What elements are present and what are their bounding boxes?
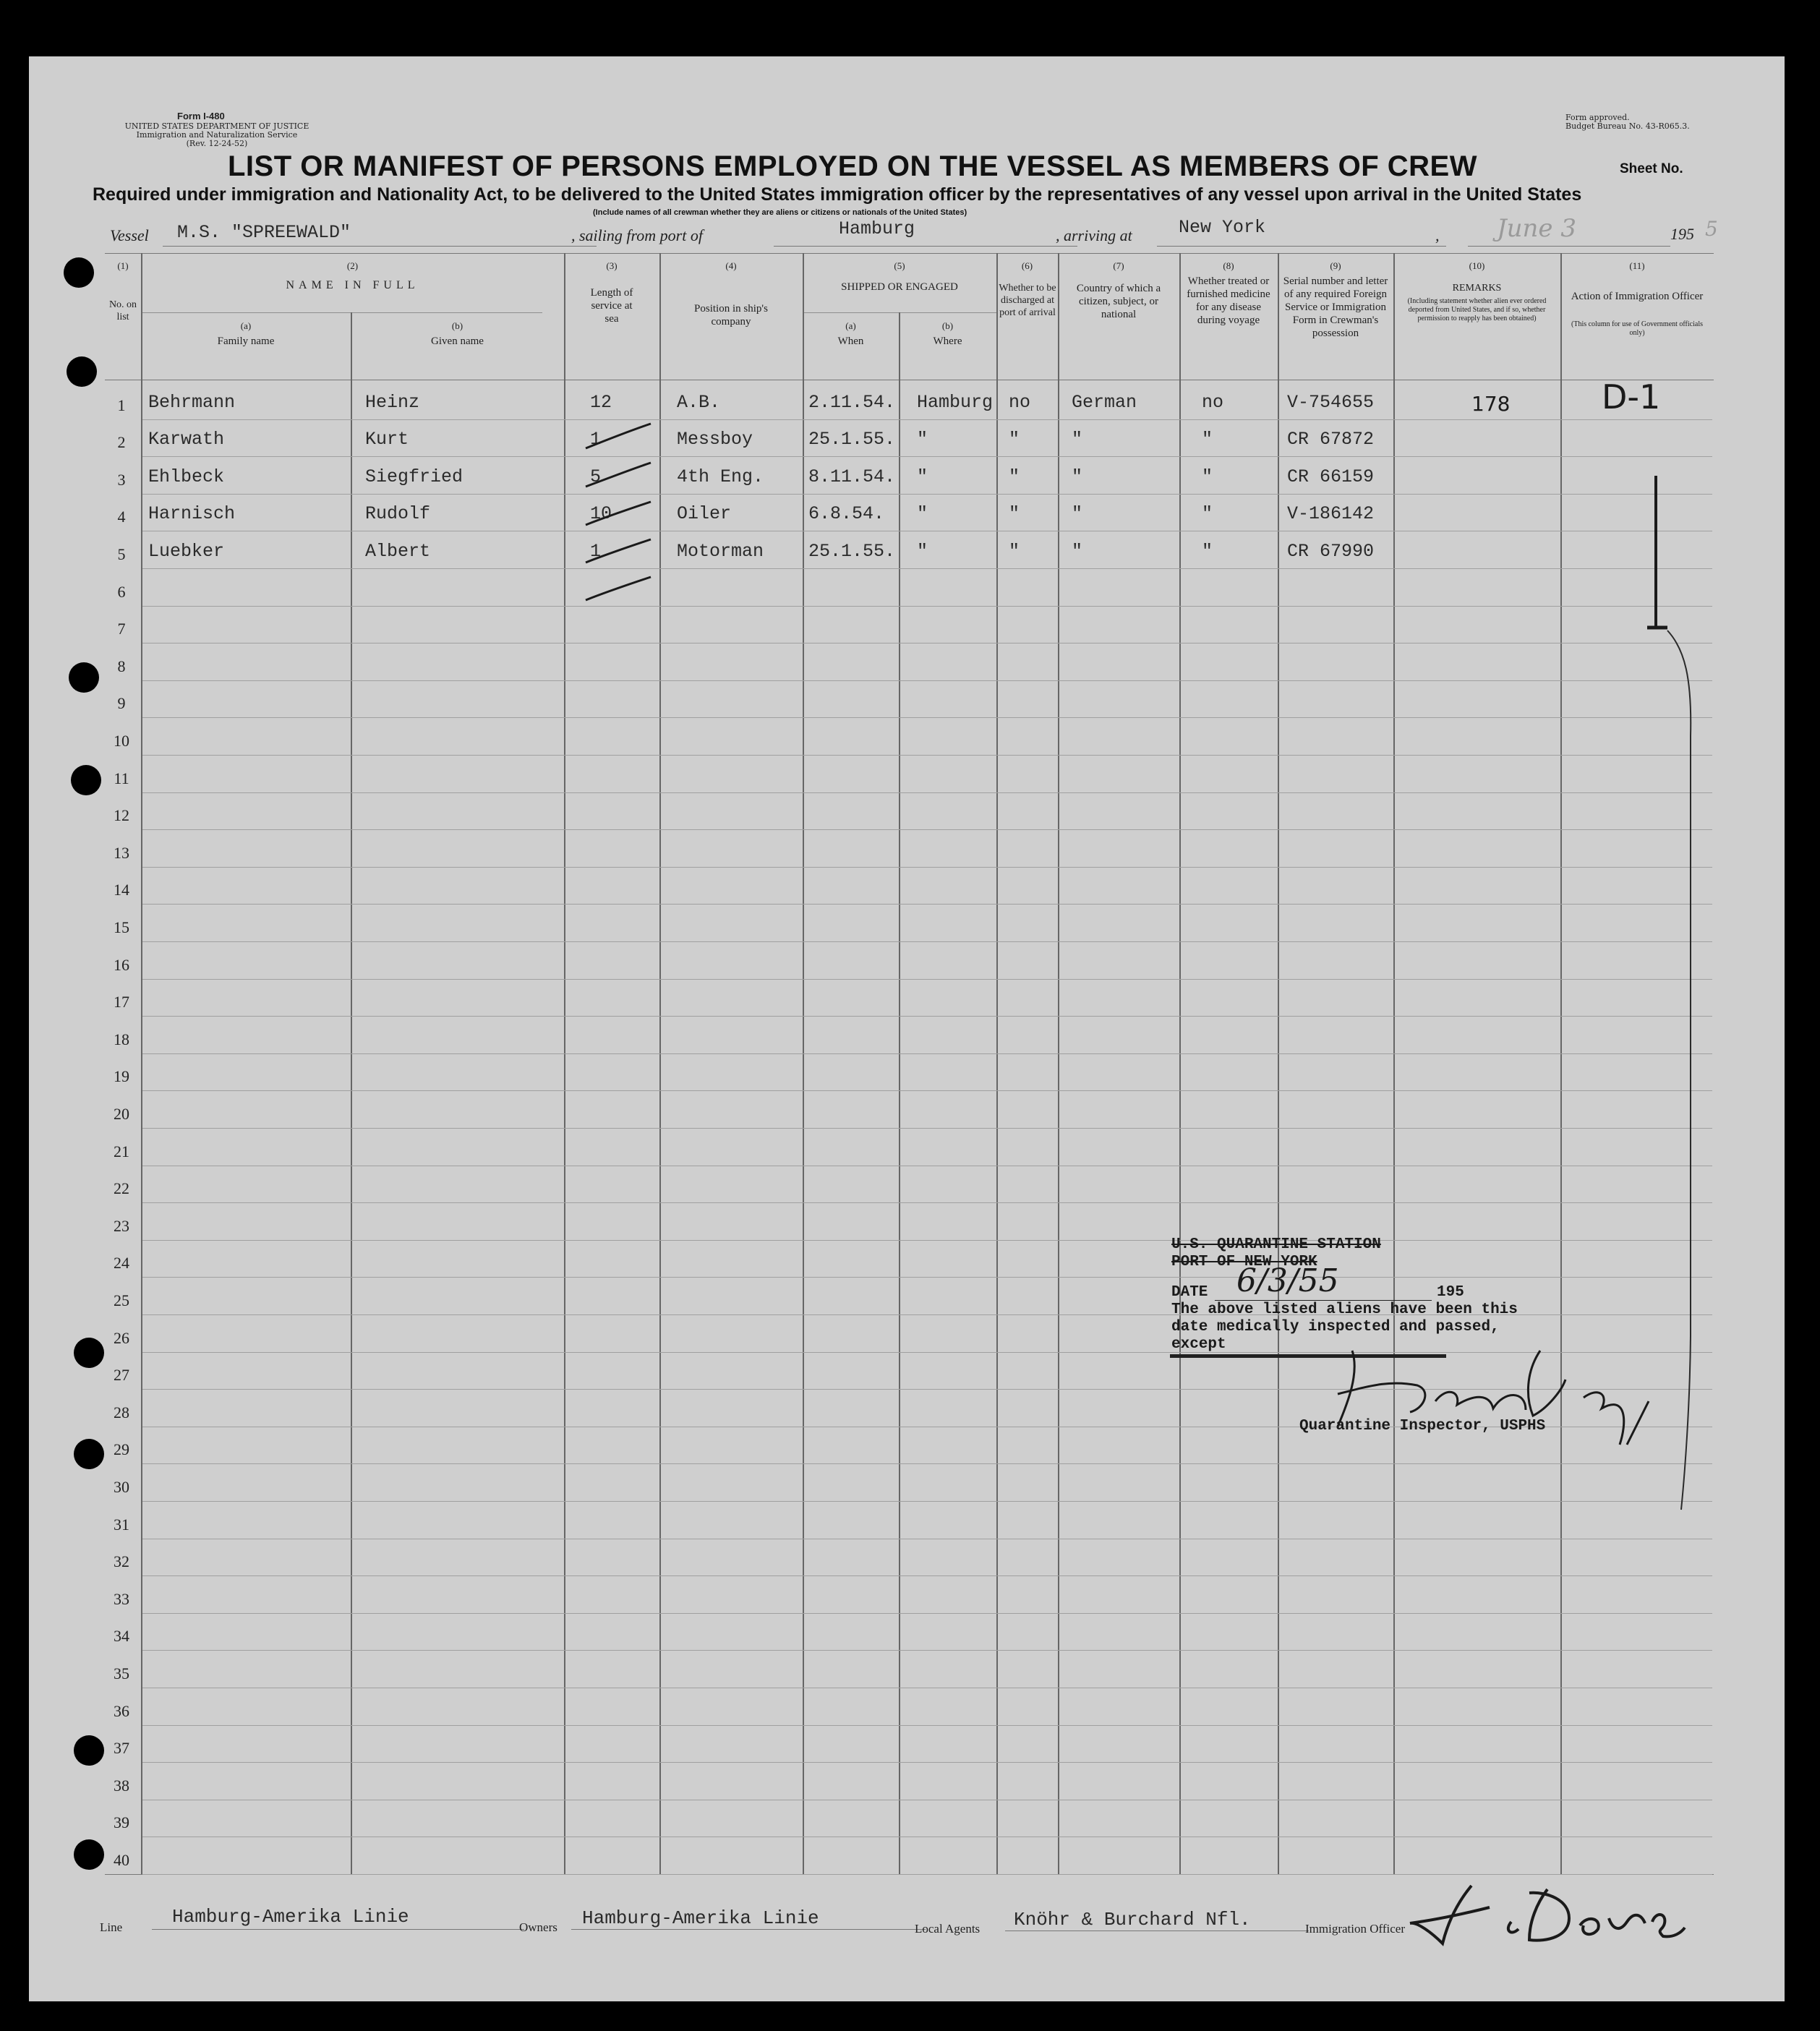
col11-header: Action of Immigration Officer: [1571, 291, 1704, 302]
row-number: 5: [117, 545, 126, 563]
stamp-line-5: date medically inspected and passed,: [1171, 1319, 1500, 1335]
col5b-header: Where: [933, 335, 962, 347]
cell-given: Heinz: [365, 392, 420, 413]
col10-header: REMARKS: [1452, 283, 1502, 294]
punch-hole: [64, 257, 94, 288]
row-line: [142, 717, 1712, 718]
officer-signature: [1403, 1878, 1721, 1951]
cell-service: 1: [590, 541, 602, 562]
cell-serial: V-754655: [1287, 392, 1375, 413]
col3-number: (3): [606, 260, 618, 271]
row-line: [142, 1650, 1712, 1651]
approval-line-2: Budget Bureau No. 43-R065.3.: [1565, 121, 1690, 131]
row-number: 24: [114, 1254, 129, 1272]
row-line: [142, 1762, 1712, 1763]
row-number: 25: [114, 1291, 129, 1309]
row-line: [142, 419, 1712, 420]
cell-medicine: ": [1202, 541, 1213, 562]
cell-given: Siegfried: [365, 466, 463, 487]
cell-family: Ehlbeck: [148, 466, 225, 487]
col2b-number: (b): [451, 320, 463, 331]
col2b-header: Given name: [431, 335, 484, 347]
stamp-year: 195: [1437, 1284, 1464, 1301]
row-number: 33: [114, 1590, 129, 1608]
row-number: 22: [114, 1179, 129, 1197]
row-line: [142, 904, 1712, 905]
punch-hole: [69, 662, 99, 693]
cell-position: Oiler: [677, 503, 732, 524]
row-line: [142, 456, 1712, 457]
punch-hole: [74, 1338, 104, 1368]
col5b-number: (b): [941, 320, 954, 331]
sheet-number-label: Sheet No.: [1620, 161, 1683, 176]
col4-number: (4): [725, 260, 737, 271]
col2-number: (2): [346, 260, 359, 271]
approval-line-1: Form approved.: [1565, 113, 1630, 122]
cell-given: Kurt: [365, 429, 409, 450]
stamp-line-2: PORT OF NEW YORK: [1171, 1254, 1317, 1270]
page-title: LIST OR MANIFEST OF PERSONS EMPLOYED ON THE VESSEL AS MEMBERS OF CREW: [228, 150, 1477, 182]
cell-position: Motorman: [677, 541, 764, 562]
col5a-number: (a): [845, 320, 856, 331]
col10-number: (10): [1469, 260, 1485, 271]
cell-when: 8.11.54.: [808, 466, 896, 487]
stamp-inspector-label: Quarantine Inspector, USPHS: [1299, 1418, 1546, 1434]
col9-header: Serial number and letter of any required Foreign Service or Immigration Form in Crewman's possession: [1283, 275, 1388, 339]
row-line: [142, 941, 1712, 942]
col6-number: (6): [1021, 260, 1033, 271]
col6-header: Whether to be discharged at port of arrival: [999, 283, 1056, 318]
row-line: [142, 680, 1712, 681]
cell-remarks: 178: [1471, 392, 1511, 416]
footer-owners-label: Owners: [519, 1920, 557, 1934]
cell-country: German: [1072, 392, 1137, 413]
row-number: 30: [114, 1478, 129, 1496]
row-number: 27: [114, 1366, 129, 1384]
arrival-date: June 3: [1497, 214, 1576, 243]
row-line: [142, 1016, 1712, 1017]
row-number: 29: [114, 1440, 129, 1458]
cell-where: ": [917, 429, 928, 450]
col2a-header: Family name: [217, 335, 275, 347]
row-number: 15: [114, 918, 129, 936]
stamp-date-label: DATE: [1171, 1284, 1208, 1301]
cell-discharged: ": [1009, 541, 1020, 562]
cell-when: 25.1.55.: [808, 429, 896, 450]
footer-line-value: Hamburg-Amerika Linie: [172, 1906, 409, 1928]
row-number: 31: [114, 1515, 129, 1534]
sailing-port: Hamburg: [839, 218, 915, 239]
col11-note: (This column for use of Government officials only): [1571, 320, 1703, 337]
row-number: 9: [117, 694, 126, 712]
cell-family: Harnisch: [148, 503, 236, 524]
cell-discharged: ": [1009, 503, 1020, 524]
row-number: 21: [114, 1142, 129, 1160]
row-number: 16: [114, 956, 129, 974]
punch-hole: [74, 1735, 104, 1766]
row-line: [142, 829, 1712, 830]
col10-note: (Including statement whether alien ever ordered deported from United States, and if so, whether permission to reapply has been obtained): [1407, 297, 1547, 322]
cell-medicine: no: [1202, 392, 1224, 413]
form-number: Form I-480: [177, 111, 225, 121]
punch-hole: [74, 1839, 104, 1870]
col8-header: Whether treated or furnished medicine for any disease during voyage: [1187, 275, 1270, 326]
stamp-line-1: U.S. QUARANTINE STATION: [1171, 1236, 1381, 1253]
row-number: 4: [117, 508, 126, 526]
cell-where: Hamburg: [917, 392, 994, 413]
col8-number: (8): [1223, 260, 1234, 271]
cell-medicine: ": [1202, 429, 1213, 450]
arriving-port: New York: [1179, 217, 1266, 238]
cell-country: ": [1072, 466, 1083, 487]
department-line: UNITED STATES DEPARTMENT OF JUSTICE: [124, 121, 309, 131]
crew-note: (Include names of all crewman whether they are aliens or citizens or nationals of the United States): [593, 208, 967, 217]
cell-where: ": [917, 466, 928, 487]
tally-marks: [564, 403, 694, 635]
row-number: 7: [117, 620, 126, 638]
row-line: [142, 1613, 1712, 1614]
row-number: 20: [114, 1105, 129, 1123]
page-subtitle: Required under immigration and Nationality Act, to be delivered to the United States immigration officer by the representatives of any vessel upon arrival in the United States: [93, 184, 1582, 205]
footer-agents-label: Local Agents: [915, 1922, 981, 1936]
row-line: [142, 1725, 1712, 1726]
punch-hole: [71, 765, 101, 795]
col11-number: (11): [1629, 260, 1645, 271]
row-line: [142, 755, 1712, 756]
cell-service: 10: [590, 503, 612, 524]
cell-discharged: ": [1009, 466, 1020, 487]
revision-line: (Rev. 12-24-52): [186, 139, 248, 148]
service-line: Immigration and Naturalization Service: [136, 130, 298, 140]
cell-country: ": [1072, 541, 1083, 562]
row-number: 12: [114, 806, 129, 824]
vessel-name: M.S. "SPREEWALD": [177, 222, 351, 243]
col9-number: (9): [1330, 260, 1341, 271]
row-line: [142, 568, 1712, 569]
arrival-year-suffix: 5: [1705, 217, 1718, 241]
cell-when: 25.1.55.: [808, 541, 896, 562]
row-line: [142, 1575, 1712, 1576]
stamp-line-4: The above listed aliens have been this: [1171, 1301, 1518, 1318]
cell-family: Karwath: [148, 429, 225, 450]
row-number: 26: [114, 1329, 129, 1347]
cell-when: 2.11.54.: [808, 392, 896, 413]
col1-number: (1): [117, 260, 129, 271]
cell-given: Rudolf: [365, 503, 431, 524]
footer-owners-value: Hamburg-Amerika Linie: [582, 1907, 819, 1929]
cell-service: 12: [590, 392, 612, 413]
row-number: 1: [117, 396, 126, 414]
cell-serial: CR 67990: [1287, 541, 1375, 562]
col5a-header: When: [837, 335, 864, 347]
row-number: 3: [117, 471, 126, 489]
cell-country: ": [1072, 503, 1083, 524]
row-line: [142, 1202, 1712, 1203]
col4-header: Position in ship's company: [694, 303, 768, 328]
footer-officer-label: Immigration Officer: [1305, 1922, 1406, 1936]
footer-line-label: Line: [100, 1920, 123, 1934]
row-number: 10: [114, 732, 129, 750]
col2a-number: (a): [240, 320, 252, 331]
cell-country: ": [1072, 429, 1083, 450]
row-line: [142, 792, 1712, 793]
punch-hole: [67, 356, 97, 387]
row-line: [142, 606, 1712, 607]
cell-serial: V-186142: [1287, 503, 1375, 524]
row-line: [142, 1874, 1712, 1875]
row-number: 11: [114, 769, 129, 787]
row-number: 14: [114, 881, 129, 899]
row-number: 17: [114, 993, 129, 1011]
col5-header: SHIPPED OR ENGAGED: [841, 281, 958, 293]
row-line: [142, 1090, 1712, 1091]
row-number: 34: [114, 1627, 129, 1645]
punch-hole: [74, 1439, 104, 1469]
row-number: 39: [114, 1813, 129, 1831]
row-line: [142, 1128, 1712, 1129]
row-number: 6: [117, 583, 126, 601]
cell-medicine: ": [1202, 466, 1213, 487]
row-number: 23: [114, 1217, 129, 1235]
row-line: [142, 867, 1712, 868]
row-number: 38: [114, 1776, 129, 1795]
date-comma: ,: [1435, 226, 1440, 244]
row-number: 37: [114, 1739, 129, 1757]
row-line: [142, 494, 1712, 495]
cell-discharged: no: [1009, 392, 1031, 413]
sailing-label: , sailing from port of: [571, 226, 703, 244]
row-line: [142, 1463, 1712, 1464]
row-number: 36: [114, 1702, 129, 1720]
col3-header: Length of service at sea: [590, 287, 633, 325]
cell-service: 1: [590, 429, 602, 450]
row-number: 40: [114, 1851, 129, 1869]
cell-where: ": [917, 503, 928, 524]
cell-given: Albert: [365, 541, 431, 562]
row-number: 13: [114, 844, 129, 862]
row-number: 28: [114, 1403, 129, 1421]
cell-family: Behrmann: [148, 392, 236, 413]
vessel-label: Vessel: [110, 226, 149, 244]
col7-header: Country of which a citizen, subject, or national: [1076, 283, 1161, 320]
arrival-year: 195: [1670, 225, 1694, 243]
row-line: [142, 1501, 1712, 1502]
cell-service: 5: [590, 466, 602, 487]
cell-position: 4th Eng.: [677, 466, 764, 487]
footer-agents-value: Knöhr & Burchard Nfl.: [1014, 1909, 1251, 1930]
cell-where: ": [917, 541, 928, 562]
row-number: 18: [114, 1030, 129, 1048]
row-number: 8: [117, 657, 126, 675]
row-number: 19: [114, 1067, 129, 1085]
col5-number: (5): [894, 260, 905, 271]
row-line: [142, 1277, 1712, 1278]
col2-header: NAME IN FULL: [286, 279, 419, 291]
arriving-label: , arriving at: [1056, 226, 1132, 244]
cell-when: 6.8.54.: [808, 503, 885, 524]
row-number: 35: [114, 1664, 129, 1682]
cell-family: Luebker: [148, 541, 225, 562]
cell-position: Messboy: [677, 429, 753, 450]
row-line: [142, 1053, 1712, 1054]
cell-serial: CR 67872: [1287, 429, 1375, 450]
row-number: 32: [114, 1552, 129, 1570]
cell-discharged: ": [1009, 429, 1020, 450]
stamp-date: 6/3/55: [1236, 1262, 1339, 1299]
cell-serial: CR 66159: [1287, 466, 1375, 487]
manifest-sheet: [29, 56, 1785, 2001]
row-number: 2: [117, 433, 126, 451]
cell-medicine: ": [1202, 503, 1213, 524]
row-line: [142, 979, 1712, 980]
col1-header: No. on list: [108, 299, 137, 322]
col7-number: (7): [1113, 260, 1124, 271]
cell-action: D-1: [1602, 377, 1661, 416]
cell-position: A.B.: [677, 392, 721, 413]
stamp-line-6: except: [1171, 1336, 1226, 1353]
row-line: [142, 1240, 1712, 1241]
